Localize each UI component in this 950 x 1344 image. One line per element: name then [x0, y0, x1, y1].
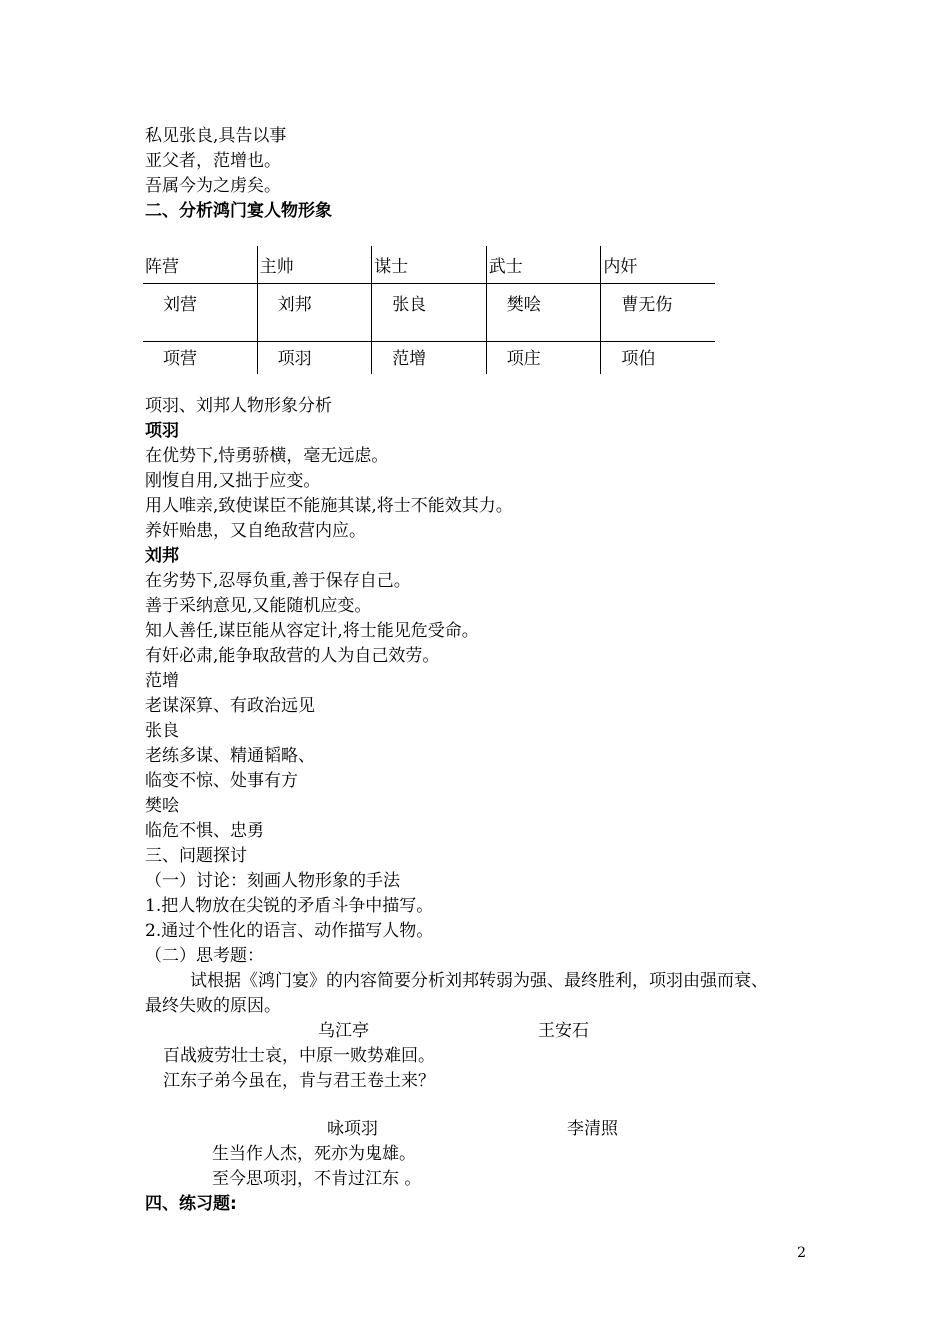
table-header-cell: 谋士	[372, 246, 487, 284]
character-name: 樊哙	[145, 796, 179, 816]
poem-line: 生当作人杰，死亦为鬼雄。	[212, 1144, 416, 1164]
analysis-line: 老谋深算、有政治远见	[145, 696, 315, 716]
subsection-heading: （一）讨论：刻画人物形象的手法	[145, 871, 400, 891]
table-cell: 项羽	[257, 342, 372, 375]
analysis-line: 老练多谋、精通韬略、	[145, 746, 315, 766]
list-item: 2.通过个性化的语言、动作描写人物。	[145, 921, 434, 941]
poem-line: 百战疲劳壮士哀，中原一败势难回。	[163, 1046, 435, 1066]
analysis-line: 临危不惧、忠勇	[145, 821, 264, 841]
table-row	[143, 342, 715, 375]
poem-author: 李清照	[567, 1119, 618, 1139]
table-header-row	[143, 246, 715, 284]
analysis-line: 用人唯亲,致使谋臣不能施其谋,将士不能效其力。	[145, 496, 513, 516]
camp-table	[143, 246, 715, 374]
table-cell: 曹无伤	[601, 284, 715, 342]
table-header-cell: 武士	[486, 246, 601, 284]
list-item: 1.把人物放在尖锐的矛盾斗争中描写。	[145, 896, 434, 916]
table-header-cell: 内奸	[601, 246, 715, 284]
intro-line: 私见张良,具告以事	[145, 126, 287, 146]
section-heading: 四、练习题:	[145, 1194, 237, 1214]
intro-line: 吾属今为之虏矣。	[145, 176, 281, 196]
poem-title: 咏项羽	[327, 1119, 378, 1139]
section-heading: 二、分析鸿门宴人物形象	[145, 201, 332, 221]
character-name: 范增	[145, 671, 179, 691]
table-cell: 樊哙	[486, 284, 601, 342]
poem-title: 乌江亭	[318, 1021, 369, 1041]
character-name: 项羽	[145, 421, 179, 441]
table-cell: 刘邦	[257, 284, 372, 342]
analysis-line: 刚愎自用,又拙于应变。	[145, 471, 321, 491]
table-row	[143, 284, 715, 342]
analysis-line: 临变不惊、处事有方	[145, 771, 298, 791]
question-text: 最终失败的原因。	[145, 996, 281, 1016]
analysis-line: 善于采纳意见,又能随机应变。	[145, 596, 372, 616]
character-name: 刘邦	[145, 546, 179, 566]
analysis-line: 知人善任,谋臣能从容定计,将士能见危受命。	[145, 621, 479, 641]
analysis-line: 在劣势下,忍辱负重,善于保存自己。	[145, 571, 411, 591]
poem-author: 王安石	[538, 1021, 589, 1041]
table-cell: 项庄	[486, 342, 601, 375]
character-name: 张良	[145, 721, 179, 741]
table-header-cell: 阵营	[143, 246, 257, 284]
table-cell: 张良	[372, 284, 487, 342]
poem-line: 至今思项羽，不肯过江东 。	[212, 1169, 422, 1189]
page-number: 2	[797, 1245, 806, 1261]
intro-line: 亚父者，范增也。	[145, 151, 281, 171]
table-cell: 项伯	[601, 342, 715, 375]
table-cell: 范增	[372, 342, 487, 375]
table-cell: 刘营	[143, 284, 257, 342]
analysis-line: 在优势下,恃勇骄横，毫无远虑。	[145, 446, 389, 466]
question-text: 试根据《鸿门宴》的内容简要分析刘邦转弱为强、最终胜利，项羽由强而衰、	[190, 971, 768, 991]
analysis-title: 项羽、刘邦人物形象分析	[145, 396, 332, 416]
section-heading: 三、问题探讨	[145, 846, 247, 866]
table-header-cell: 主帅	[257, 246, 372, 284]
table-cell: 项营	[163, 349, 197, 369]
analysis-line: 有奸必肃,能争取敌营的人为自己效劳。	[145, 646, 440, 666]
analysis-line: 养奸贻患，又自绝敌营内应。	[145, 521, 366, 541]
poem-line: 江东子弟今虽在，肯与君王卷土来？	[163, 1071, 435, 1091]
subsection-heading: （二）思考题：	[145, 946, 264, 966]
